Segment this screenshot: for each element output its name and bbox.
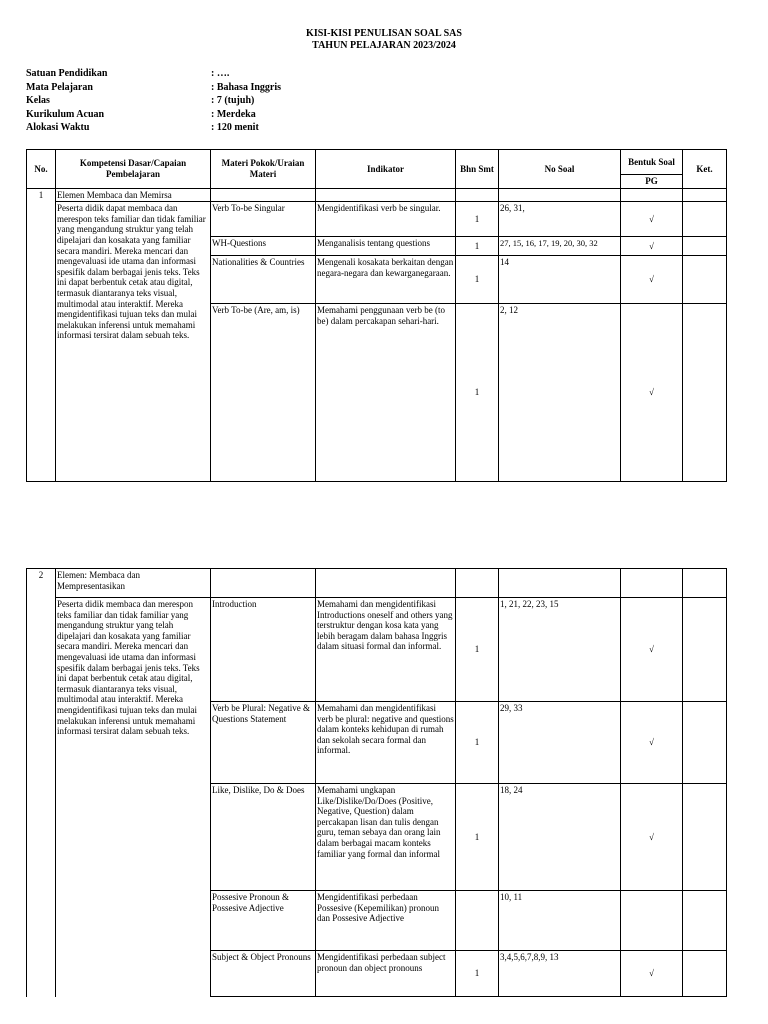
materi-cell: Possesive Pronoun & Possesive Adjective (211, 891, 316, 951)
info-row (26, 67, 281, 81)
info-label: Kelas (26, 95, 50, 107)
checkmark: √ (621, 951, 683, 997)
ket-cell (683, 784, 727, 891)
indikator-cell: Memahami dan mengidentifikasi Introductions oneself and others yang terstruktur dengan kosa kata yang lebih beragam dalam bahasa Inggris dalam situasi formal dan informal. (316, 598, 456, 702)
elemen-title: Elemen Membaca dan Memirsa (56, 188, 211, 202)
info-value: : …. (211, 68, 230, 79)
info-label: Alokasi Waktu (26, 122, 90, 134)
no-soal-cell: 26, 31, (499, 202, 621, 237)
indikator-cell: Memahami penggunaan verb be (to be) dalam percakapan sehari-hari. (316, 304, 456, 482)
materi-cell: Introduction (211, 598, 316, 702)
info-row (26, 121, 281, 135)
materi-cell: Verb be Plural: Negative & Questions Statement (211, 702, 316, 784)
identity-block (26, 67, 281, 135)
ket-cell (683, 202, 727, 237)
checkmark: √ (621, 598, 683, 702)
bhn-smt-cell: 1 (456, 598, 499, 702)
kisi-kisi-table-part2 (26, 568, 727, 997)
indikator-cell: Mengidentifikasi verb be singular. (316, 202, 456, 237)
bhn-smt-cell: 1 (456, 202, 499, 237)
indikator-cell: Menganalisis tentang questions (316, 237, 456, 256)
ket-cell (683, 598, 727, 702)
no-soal-cell: 27, 15, 16, 17, 19, 20, 30, 32 (499, 237, 621, 256)
no-soal-cell: 29, 33 (499, 702, 621, 784)
kisi-kisi-table-part1 (26, 149, 727, 482)
row-number: 1 (27, 188, 56, 482)
bhn-smt-cell: 1 (456, 784, 499, 891)
info-value: : 120 menit (211, 122, 259, 134)
no-soal-cell: 2, 12 (499, 304, 621, 482)
info-label: Kurikulum Acuan (26, 108, 105, 120)
ket-cell (683, 891, 727, 951)
header-indikator: Indikator (316, 150, 456, 189)
info-row (26, 94, 281, 108)
info-value: : 7 (tujuh) (211, 95, 255, 107)
header-ket: Ket. (683, 150, 727, 189)
checkmark: √ (621, 702, 683, 784)
info-label: Satuan Pendidikan (26, 68, 108, 79)
materi-cell: Verb To-be (Are, am, is) (211, 304, 316, 482)
header-materi: Materi Pokok/Uraian Materi (211, 150, 316, 189)
ket-cell (683, 702, 727, 784)
document-subtitle: TAHUN PELAJARAN 2023/2024 (312, 40, 456, 51)
bhn-smt-cell: 1 (456, 237, 499, 256)
indikator-cell: Mengenali kosakata berkaitan dengan negara-negara dan kewarganegaraan. (316, 256, 456, 304)
materi-cell: Subject & Object Pronouns (211, 951, 316, 997)
checkmark: √ (621, 256, 683, 304)
header-no: No. (27, 150, 56, 189)
document-title: KISI-KISI PENULISAN SOAL SAS (306, 28, 462, 39)
checkmark: √ (621, 304, 683, 482)
checkmark: √ (621, 202, 683, 237)
capaian-pembelajaran: Peserta didik dapat membaca dan merespon teks familiar dan tidak familiar yang mengandung struktur yang telah dipelajari dan kosakata yang familiar secara mandiri. Mereka mencari dan mengevaluasi ide utama dan informasi spesifik dalam berbagai jenis teks. Teks ini dapat berbentuk cetak atau digital, termasuk diantaranya teks visual, multimodal atau interaktif. Mereka mengidentifikasi tujuan teks dan mulai melakukan inferensi untuk memahami informasi tersirat dalam sebuah teks. (56, 202, 211, 482)
checkmark (621, 891, 683, 951)
info-row (26, 108, 281, 122)
header-no-soal: No Soal (499, 150, 621, 189)
header-kompetensi: Kompetensi Dasar/Capaian Pembelajaran (56, 150, 211, 189)
no-soal-cell: 10, 11 (499, 891, 621, 951)
info-value: : Bahasa Inggris (211, 81, 282, 93)
bhn-smt-cell: 1 (456, 304, 499, 482)
checkmark: √ (621, 784, 683, 891)
ket-cell (683, 256, 727, 304)
no-soal-cell: 18, 24 (499, 784, 621, 891)
header-pg: PG (621, 175, 683, 189)
materi-cell: Like, Dislike, Do & Does (211, 784, 316, 891)
row-number: 2 (27, 569, 56, 997)
materi-cell: WH-Questions (211, 237, 316, 256)
no-soal-cell: 1, 21, 22, 23, 15 (499, 598, 621, 702)
materi-cell: Nationalities & Countries (211, 256, 316, 304)
no-soal-cell: 3,4,5,6,7,8,9, 13 (499, 951, 621, 997)
info-value: : Merdeka (211, 108, 256, 120)
capaian-pembelajaran: Peserta didik membaca dan merespon teks familiar dan tidak familiar yang mengandung struktur yang telah dipelajari dan kosakata yang familiar secara mandiri. Mereka mencari dan mengevaluasi ide utama dan informasi spesifik dalam berbagai jenis teks. Teks ini dapat berbentuk cetak atau digital, termasuk diantaranya teks visual, multimodal atau interaktif. Mereka mengidentifikasi tujuan teks dan mulai melakukan inferensi untuk memahami informasi tersirat dalam sebuah teks. (56, 598, 211, 997)
bhn-smt-cell: 1 (456, 702, 499, 784)
indikator-cell: Memahami ungkapan Like/Dislike/Do/Does (Positive, Negative, Question) dalam percakapan lisan dan tulis dengan guru, teman sebaya dan orang lain dalam berbagai macam konteks familiar yang formal dan informal (316, 784, 456, 891)
ket-cell (683, 237, 727, 256)
materi-cell: Verb To-be Singular (211, 202, 316, 237)
info-label: Mata Pelajaran (26, 81, 93, 93)
bhn-smt-cell: 1 (456, 256, 499, 304)
header-bhn-smt: Bhn Smt (456, 150, 499, 189)
checkmark: √ (621, 237, 683, 256)
bhn-smt-cell: 1 (456, 951, 499, 997)
indikator-cell: Memahami dan mengidentifikasi verb be plural: negative and questions dalam konteks kehidupan di rumah dan sekolah secara formal dan informal. (316, 702, 456, 784)
ket-cell (683, 951, 727, 997)
bhn-smt-cell (456, 891, 499, 951)
info-row (26, 81, 281, 95)
no-soal-cell: 14 (499, 256, 621, 304)
ket-cell (683, 304, 727, 482)
elemen-title: Elemen: Membaca dan Mempresentasikan (56, 569, 211, 598)
indikator-cell: Mengidentifikasi perbedaan subject pronoun dan object pronouns (316, 951, 456, 997)
indikator-cell: Mengidentifikasi perbedaan Possesive (Kepemilikan) pronoun dan Possesive Adjective (316, 891, 456, 951)
header-bentuk-soal: Bentuk Soal (621, 150, 683, 175)
